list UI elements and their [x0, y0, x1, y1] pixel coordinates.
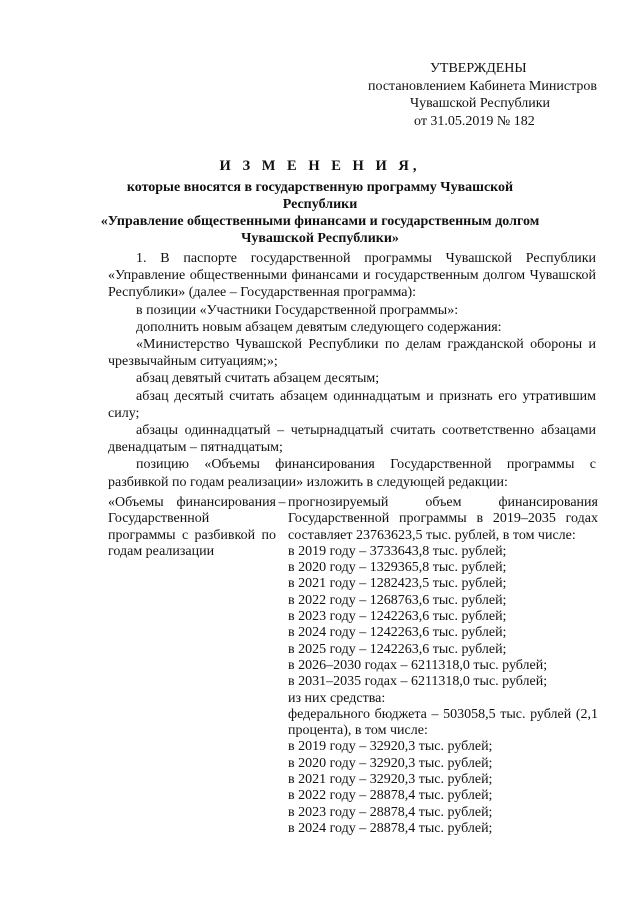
- year-row: в 2025 году – 1242263,6 тыс. рублей;: [288, 641, 507, 657]
- approval-line: Чувашской Республики: [410, 96, 551, 111]
- financing-intro: прогнозируемый объем финансирования Государственной программы в 2019–2035 годах составляет 23763623,5 тыс. рублей, в том числе:: [288, 495, 598, 543]
- title-line: «Управление общественными финансами и государственным долгом: [100, 214, 540, 229]
- paragraph: абзацы одиннадцатый – четырнадцатый считать соответственно абзацами двенадцатым – пятнадцатым;: [108, 423, 596, 456]
- approval-title: УТВЕРЖДЕНЫ: [430, 61, 527, 76]
- year-row: в 2019 году – 3733643,8 тыс. рублей;: [288, 543, 507, 559]
- sources-label: из них средства:: [288, 690, 386, 706]
- year-row: в 2023 году – 1242263,6 тыс. рублей;: [288, 609, 507, 625]
- year-row: в 2026–2030 годах – 6211318,0 тыс. рублей;: [288, 657, 548, 673]
- paragraph: в позиции «Участники Государственной программы»:: [136, 302, 459, 318]
- paragraph: «Министерство Чувашской Республики по делам гражданской обороны и чрезвычайным ситуациям;»;: [108, 337, 596, 370]
- table-value-cell: [288, 495, 598, 837]
- federal-year-row: в 2019 году – 32920,3 тыс. рублей;: [288, 739, 493, 755]
- year-row: в 2031–2035 годах – 6211318,0 тыс. рублей;: [288, 674, 548, 690]
- federal-year-row: в 2022 году – 28878,4 тыс. рублей;: [288, 788, 493, 804]
- approval-line: постановлением Кабинета Министров: [368, 78, 597, 94]
- paragraph: дополнить новым абзацем девятым следующего содержания:: [136, 319, 502, 335]
- title-line: которые вносятся в государственную программу Чувашской Республики: [126, 180, 514, 212]
- federal-year-row: в 2023 году – 28878,4 тыс. рублей;: [288, 804, 493, 820]
- title-heading: И З М Е Н Е Н И Я,: [219, 158, 421, 174]
- approval-date: от 31.05.2019 № 182: [414, 113, 535, 129]
- document-body: [108, 250, 596, 491]
- year-row: в 2021 году – 1282423,5 тыс. рублей;: [288, 576, 507, 592]
- paragraph: абзац десятый считать абзацем одиннадцатым и признать его утратившим силу;: [108, 388, 596, 421]
- paragraph: 1. В паспорте государственной программы Чувашской Республики «Управление общественными финансами и государственным долгом Чувашской Республики» (далее – Государственная программа):: [108, 251, 596, 301]
- table-label-cell: «Объемы финансирования Государственной программы с разбивкой по годам реализации: [108, 495, 276, 559]
- table-dash: –: [278, 495, 286, 510]
- federal-year-row: в 2021 году – 32920,3 тыс. рублей;: [288, 772, 493, 788]
- federal-year-row: в 2024 году – 28878,4 тыс. рублей;: [288, 820, 493, 836]
- document-title: [100, 158, 540, 247]
- title-line: Чувашской Республики»: [241, 231, 399, 246]
- year-row: в 2020 году – 1329365,8 тыс. рублей;: [288, 560, 507, 576]
- paragraph: позицию «Объемы финансирования Государственной программы с разбивкой по годам реализации» изложить в следующей редакции:: [108, 457, 596, 490]
- year-row: в 2022 году – 1268763,6 тыс. рублей;: [288, 592, 507, 608]
- year-row: в 2024 году – 1242263,6 тыс. рублей;: [288, 625, 507, 641]
- approval-block: [364, 60, 604, 130]
- federal-budget: федерального бюджета – 503058,5 тыс. рублей (2,1 процента), в том числе:: [288, 706, 598, 739]
- paragraph: абзац девятый считать абзацем десятым;: [136, 371, 380, 387]
- federal-year-row: в 2020 году – 32920,3 тыс. рублей;: [288, 755, 493, 771]
